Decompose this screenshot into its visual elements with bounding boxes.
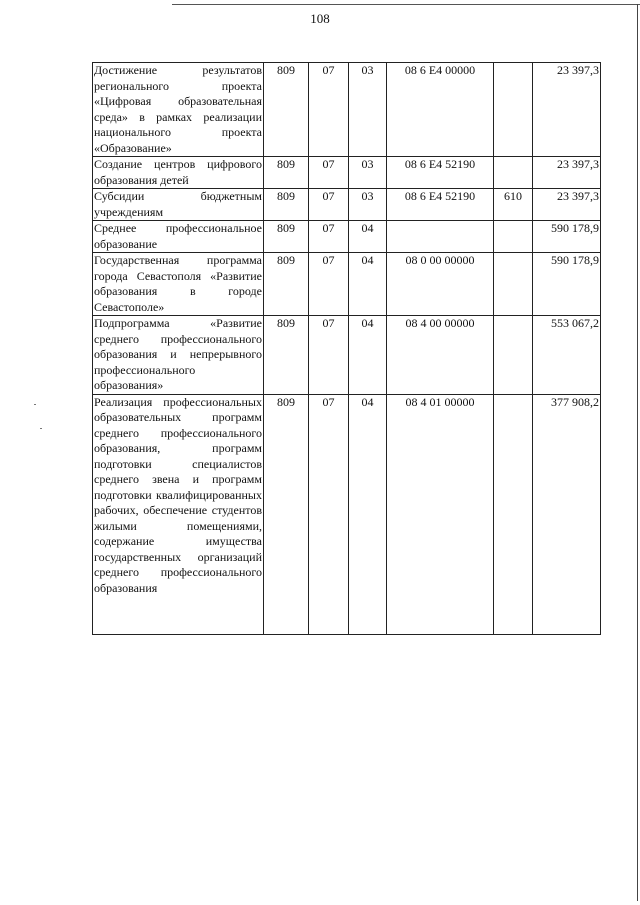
row-target-article [387, 221, 494, 253]
row-department-code: 809 [264, 221, 309, 253]
row-amount: 553 067,2 [533, 316, 601, 395]
row-expense-type: 610 [494, 189, 533, 221]
row-target-article: 08 0 00 00000 [387, 253, 494, 316]
row-section-code: 07 [309, 63, 349, 157]
row-target-article: 08 6 E4 52190 [387, 157, 494, 189]
row-amount: 23 397,3 [533, 157, 601, 189]
row-department-code: 809 [264, 189, 309, 221]
table-row [93, 394, 601, 634]
row-expense-type [494, 63, 533, 157]
row-name: Создание центров цифрового образования детей [94, 157, 262, 187]
row-section-code: 07 [309, 157, 349, 189]
row-subsection-code: 04 [349, 394, 387, 634]
row-subsection-code: 04 [349, 253, 387, 316]
row-amount: 377 908,2 [533, 394, 601, 634]
row-section-code: 07 [309, 394, 349, 634]
row-name: Государственная программа города Севастополя «Развитие образования в городе Севастополе» [94, 253, 262, 314]
row-department-code: 809 [264, 157, 309, 189]
table-row [93, 189, 601, 221]
scan-speck [40, 428, 42, 429]
row-subsection-code: 03 [349, 189, 387, 221]
table-row [93, 316, 601, 395]
row-expense-type [494, 394, 533, 634]
row-section-code: 07 [309, 189, 349, 221]
row-expense-type [494, 221, 533, 253]
row-name: Субсидии бюджетным учреждениям [94, 189, 262, 219]
row-department-code: 809 [264, 63, 309, 157]
row-target-article: 08 4 01 00000 [387, 394, 494, 634]
budget-table [92, 62, 601, 635]
row-subsection-code: 04 [349, 316, 387, 395]
scan-speck [34, 404, 36, 405]
row-name: Среднее профессиональное образование [94, 221, 262, 251]
row-target-article: 08 6 E4 00000 [387, 63, 494, 157]
row-section-code: 07 [309, 221, 349, 253]
table-row [93, 157, 601, 189]
row-amount: 590 178,9 [533, 253, 601, 316]
row-subsection-code: 04 [349, 221, 387, 253]
row-name: Реализация профессиональных образовательных программ среднего профессионального образования, программ подготовки специалистов среднего звена и программ подготовки квалифицированных рабочих, обеспечение студентов жилыми помещениями, содержание имущества государственных организаций среднего профессионального образования [93, 394, 264, 634]
row-name: Подпрограмма «Развитие среднего профессионального образования и непрерывного профессионального образования» [94, 316, 262, 392]
table-row [93, 253, 601, 316]
page-number: 108 [310, 11, 330, 26]
row-amount: 23 397,3 [533, 63, 601, 157]
row-amount: 23 397,3 [533, 189, 601, 221]
row-target-article: 08 4 00 00000 [387, 316, 494, 395]
row-section-code: 07 [309, 316, 349, 395]
row-subsection-code: 03 [349, 157, 387, 189]
row-department-code: 809 [264, 316, 309, 395]
page-edge-top [172, 4, 640, 5]
row-amount: 590 178,9 [533, 221, 601, 253]
table-row [93, 63, 601, 157]
row-expense-type [494, 316, 533, 395]
row-section-code: 07 [309, 253, 349, 316]
row-subsection-code: 03 [349, 63, 387, 157]
row-target-article: 08 6 E4 52190 [387, 189, 494, 221]
row-expense-type [494, 253, 533, 316]
table-row [93, 221, 601, 253]
row-name: Достижение результатов регионального проекта «Цифровая образовательная среда» в рамках реализации национального проекта «Образование» [94, 63, 262, 155]
row-department-code: 809 [264, 394, 309, 634]
page-edge-right [637, 4, 638, 901]
row-expense-type [494, 157, 533, 189]
row-department-code: 809 [264, 253, 309, 316]
